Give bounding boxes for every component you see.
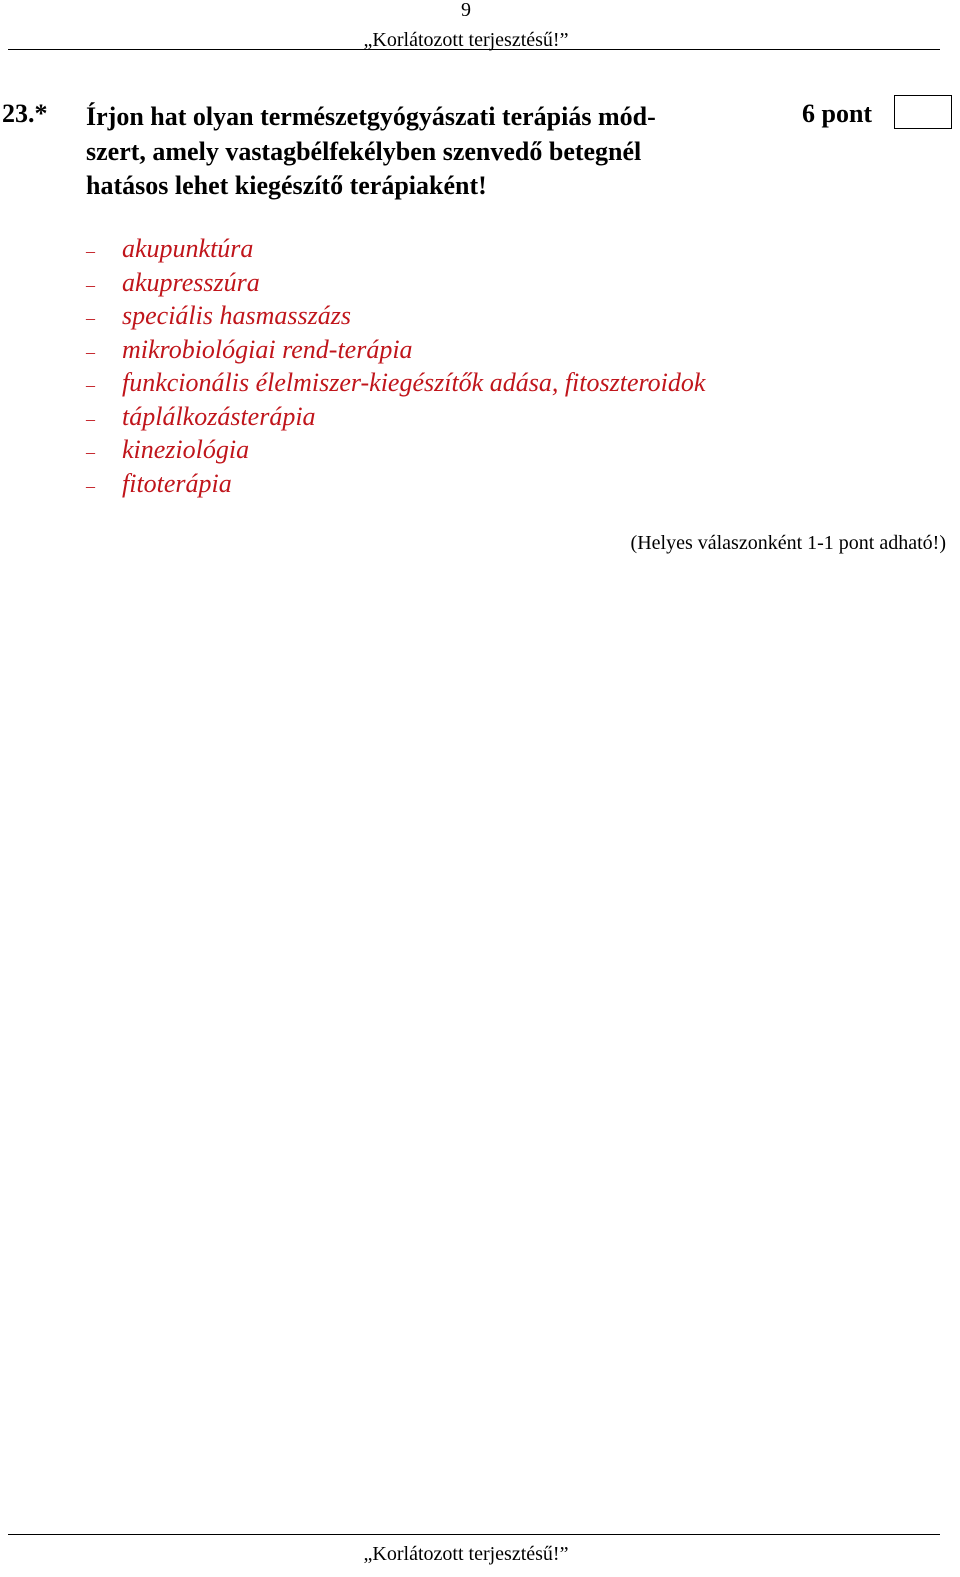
answer-text: kineziológia bbox=[122, 435, 250, 464]
score-box[interactable] bbox=[894, 95, 952, 129]
dash-bullet: – bbox=[86, 475, 95, 496]
question-number: 23.* bbox=[2, 99, 48, 128]
answer-text: fitoterápia bbox=[122, 468, 232, 498]
scoring-note: (Helyes válaszonként 1-1 pont adható!) bbox=[630, 532, 946, 554]
answer-text: mikrobiológiai rend-terápia bbox=[122, 334, 413, 364]
answer-item bbox=[86, 266, 705, 300]
answer-text: speciális hasmasszázs bbox=[122, 301, 351, 330]
dash-bullet: – bbox=[86, 408, 95, 429]
header-divider bbox=[8, 49, 940, 50]
question-line-3: hatásos lehet kiegészítő terápiaként! bbox=[86, 171, 487, 200]
answer-item bbox=[86, 333, 705, 367]
answer-item bbox=[86, 467, 705, 501]
answer-text: funkcionális élelmiszer-kiegészítők adása, fitoszteroidok bbox=[122, 368, 706, 397]
answer-item bbox=[86, 400, 705, 434]
dash-bullet: – bbox=[86, 308, 95, 328]
dash-bullet: – bbox=[86, 375, 95, 395]
question-line-1: Írjon hat olyan természetgyógyászati terápiás mód- bbox=[86, 102, 656, 131]
dash-bullet: – bbox=[86, 241, 95, 261]
footer-divider bbox=[8, 1534, 940, 1535]
answer-item bbox=[86, 366, 705, 400]
question-text bbox=[86, 100, 726, 204]
dash-bullet: – bbox=[86, 442, 95, 462]
footer-distribution-note: „Korlátozott terjesztésű!” bbox=[363, 1543, 569, 1565]
page-number: 9 bbox=[461, 0, 471, 21]
answer-text: akupresszúra bbox=[122, 267, 260, 297]
answer-item bbox=[86, 232, 705, 266]
header-distribution-note: „Korlátozott terjesztésű!” bbox=[363, 29, 569, 51]
answer-text: akupunktúra bbox=[122, 234, 254, 263]
dash-bullet: – bbox=[86, 274, 95, 295]
answer-list bbox=[86, 232, 705, 500]
answer-text: táplálkozásterápia bbox=[122, 401, 316, 431]
answer-item bbox=[86, 433, 705, 467]
dash-bullet: – bbox=[86, 341, 95, 362]
answer-item bbox=[86, 299, 705, 333]
question-line-2: szert, amely vastagbélfekélyben szenvedő betegnél bbox=[86, 136, 642, 166]
points-label: 6 pont bbox=[802, 99, 873, 128]
